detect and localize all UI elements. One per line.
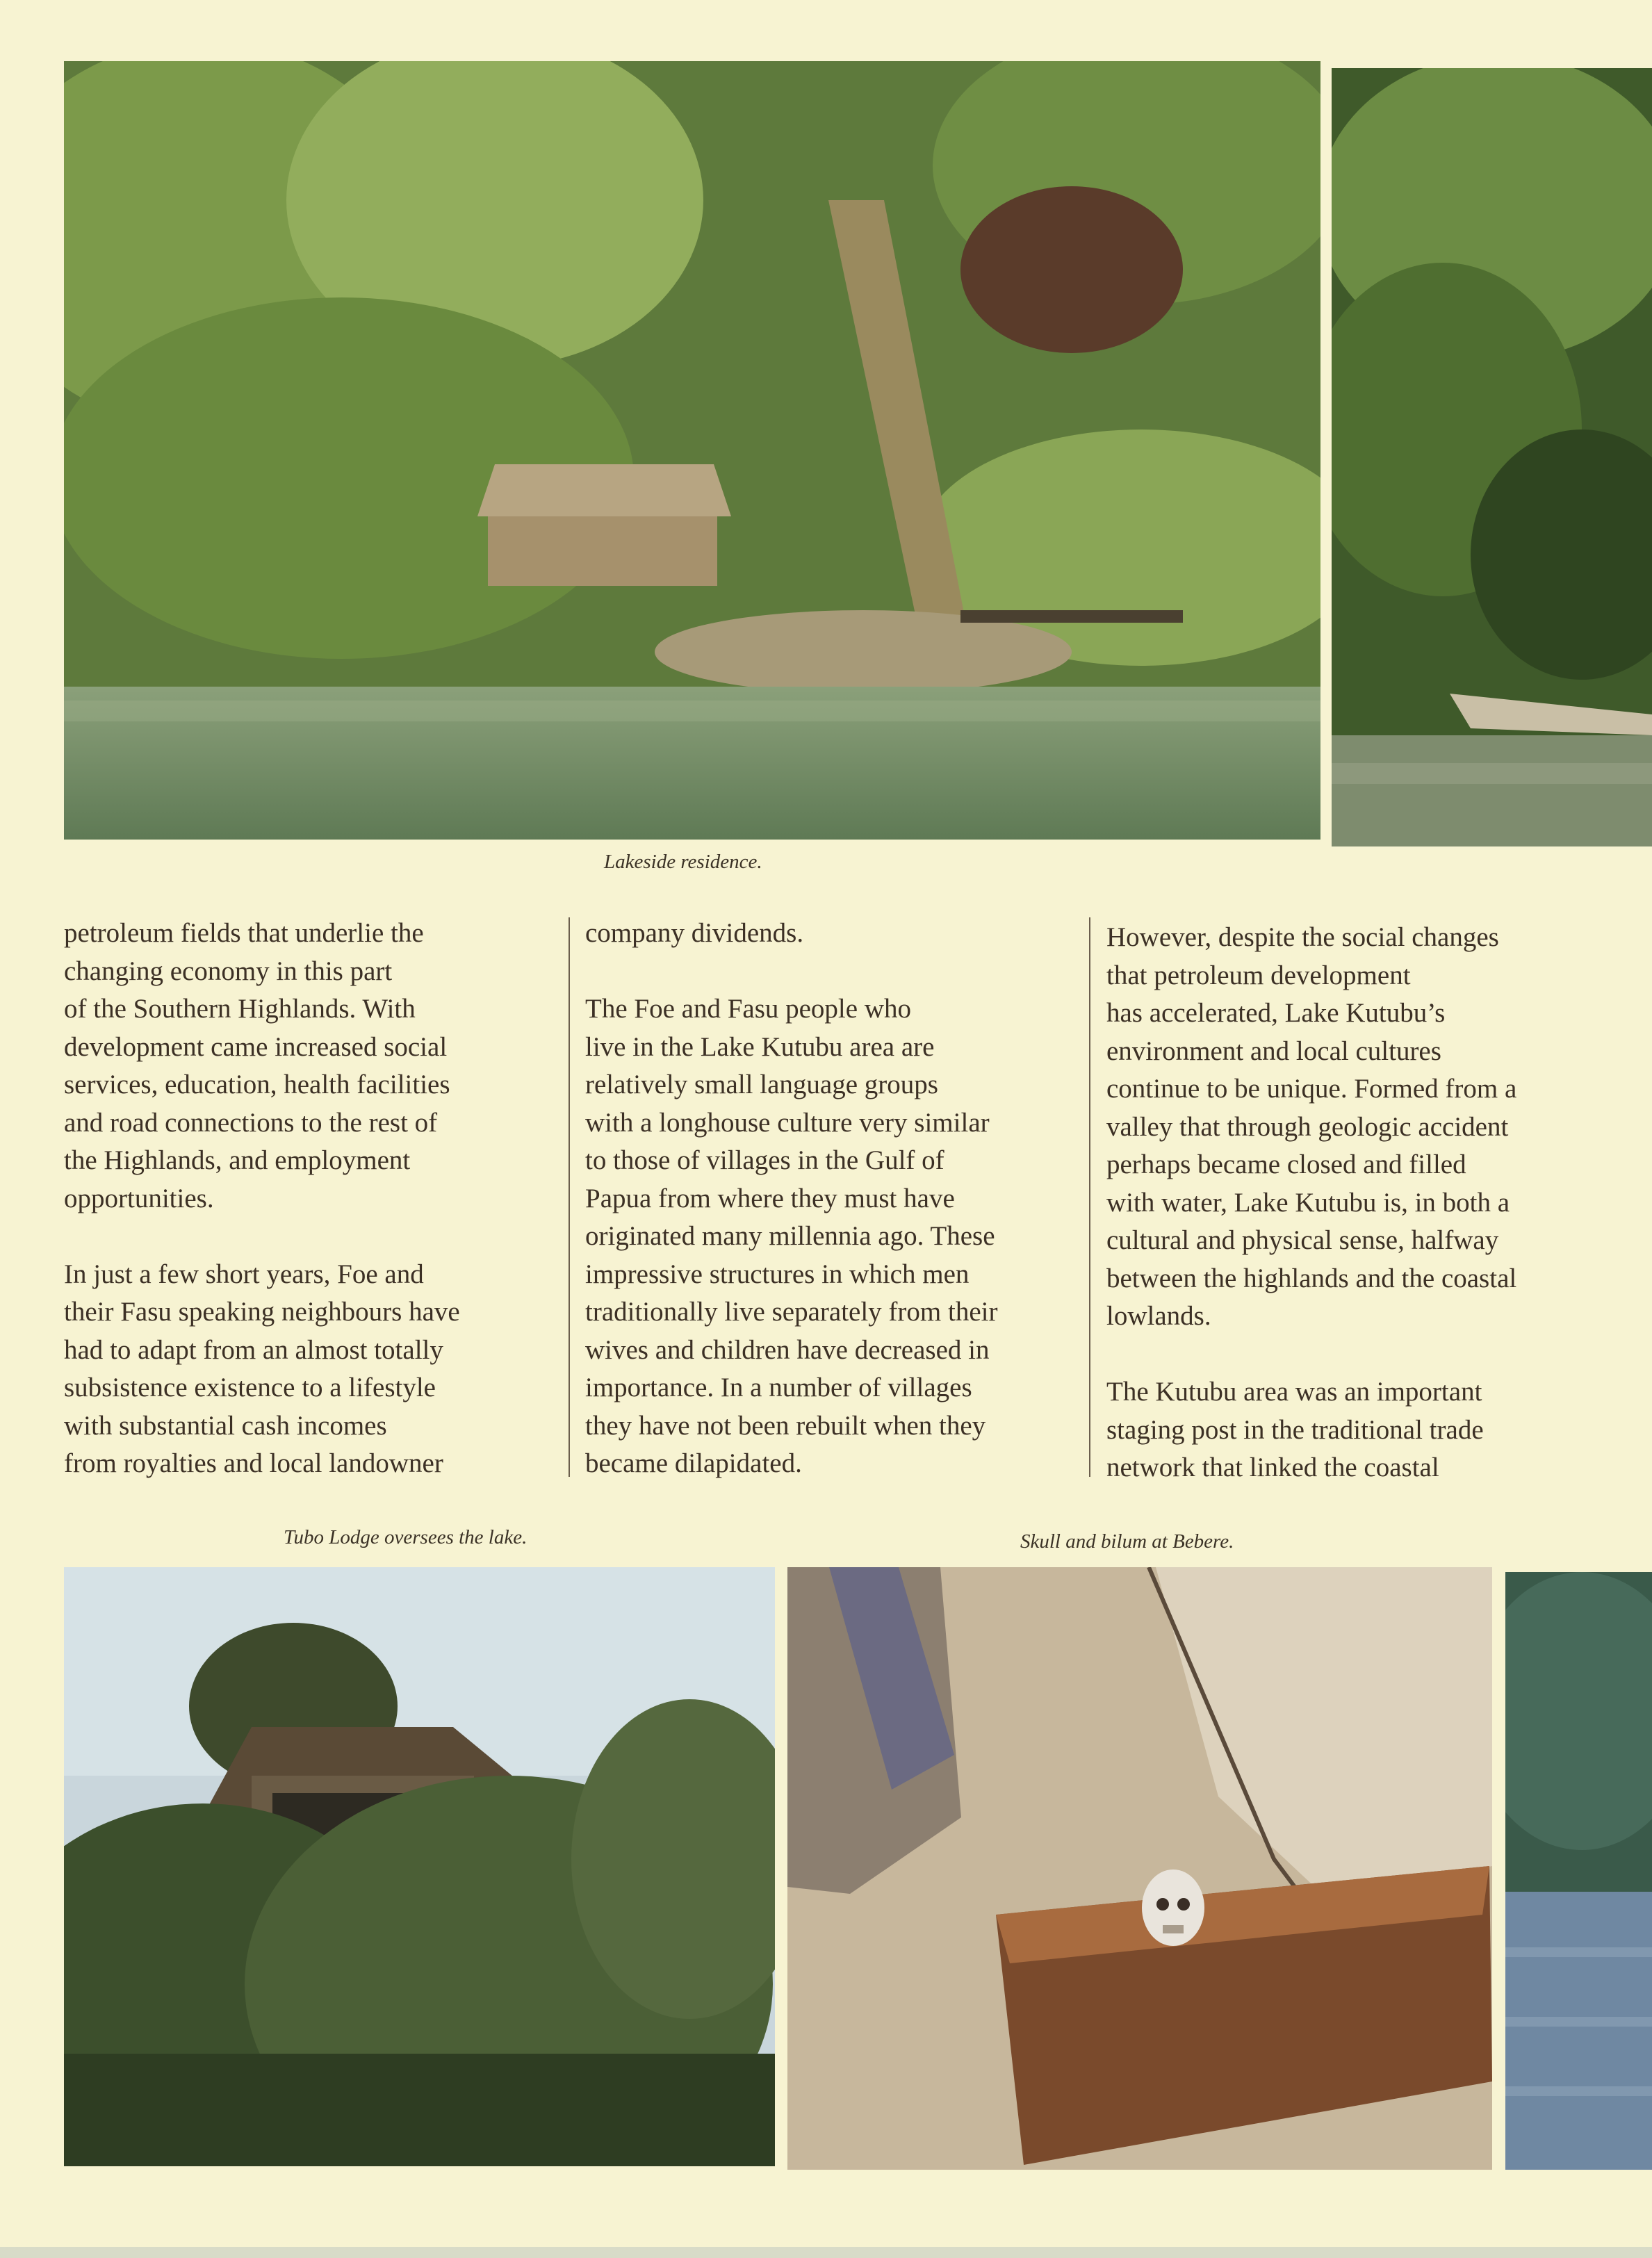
column-divider	[569, 917, 570, 1477]
text-line: has accelerated, Lake Kutubu’s	[1106, 998, 1446, 1028]
text-line: company dividends.	[585, 918, 804, 948]
text-line: with a longhouse culture very similar	[585, 1107, 990, 1138]
text-line: cultural and physical sense, halfway	[1106, 1225, 1499, 1255]
caption-tubo-lodge: Tubo Lodge oversees the lake.	[284, 1526, 528, 1548]
text-line: that petroleum development	[1106, 960, 1411, 990]
column-divider	[1089, 917, 1090, 1477]
text-line: originated many millennia ago. These	[585, 1221, 995, 1251]
text-line: subsistence existence to a lifestyle	[64, 1373, 436, 1402]
text-line: the Highlands, and employment	[64, 1145, 411, 1175]
text-line: In just a few short years, Foe and	[64, 1259, 424, 1289]
text-line: impressive structures in which men	[585, 1259, 970, 1289]
text-line: their Fasu speaking neighbours have	[64, 1297, 460, 1327]
text-line: changing economy in this part	[64, 956, 393, 986]
text-line: from royalties and local landowner	[64, 1448, 443, 1478]
text-line: perhaps became closed and filled	[1106, 1150, 1466, 1179]
text-line: staging post in the traditional trade	[1106, 1414, 1484, 1445]
text-line: had to adapt from an almost totally	[64, 1334, 443, 1365]
text-line: The Kutubu area was an important	[1106, 1377, 1482, 1407]
text-column-middle	[585, 915, 997, 1483]
tubo-lodge-photo	[64, 1567, 775, 2166]
text-line: importance. In a number of villages	[585, 1373, 972, 1402]
text-line: The Foe and Fasu people who	[585, 994, 911, 1024]
text-line: opportunities.	[64, 1183, 214, 1213]
text-line: with water, Lake Kutubu is, in both a	[1106, 1187, 1510, 1218]
skull-and-bilum-photo	[787, 1567, 1492, 2170]
text-line: network that linked the coastal	[1106, 1453, 1439, 1482]
text-line: relatively small language groups	[585, 1070, 938, 1099]
text-line: However, despite the social changes	[1106, 922, 1499, 952]
caption-skull-and-bilum: Skull and bilum at Bebere.	[1020, 1530, 1234, 1553]
text-line: development came increased social	[64, 1031, 448, 1062]
text-line: to those of villages in the Gulf of	[585, 1145, 944, 1175]
text-line: environment and local cultures	[1106, 1036, 1441, 1066]
text-line: live in the Lake Kutubu area are	[585, 1031, 935, 1062]
text-line: continue to be unique. Formed from a	[1106, 1074, 1517, 1104]
text-line: lowlands.	[1106, 1301, 1211, 1331]
text-line: wives and children have decreased in	[585, 1334, 990, 1365]
text-line: petroleum fields that underlie the	[64, 918, 424, 948]
text-line: traditionally live separately from their	[585, 1297, 998, 1327]
lakeside-residence-photo	[64, 61, 1320, 840]
text-line: became dilapidated.	[585, 1448, 802, 1478]
text-column-left	[64, 915, 460, 1483]
text-line: services, education, health facilities	[64, 1070, 450, 1099]
text-line: with substantial cash incomes	[64, 1410, 387, 1441]
lake-view-photo	[1505, 1572, 1652, 2170]
text-line: of the Southern Highlands. With	[64, 994, 416, 1024]
text-column-right	[1106, 919, 1516, 1487]
text-line: valley that through geologic accident	[1106, 1111, 1509, 1142]
text-line: and road connections to the rest of	[64, 1107, 438, 1138]
page-bottom-band	[0, 2247, 1652, 2258]
caption-lakeside-residence: Lakeside residence.	[604, 851, 762, 873]
text-line: between the highlands and the coastal	[1106, 1263, 1517, 1293]
text-line: Papua from where they must have	[585, 1183, 955, 1213]
text-line: they have not been rebuilt when they	[585, 1410, 986, 1441]
lakeside-forest-photo	[1332, 68, 1652, 846]
